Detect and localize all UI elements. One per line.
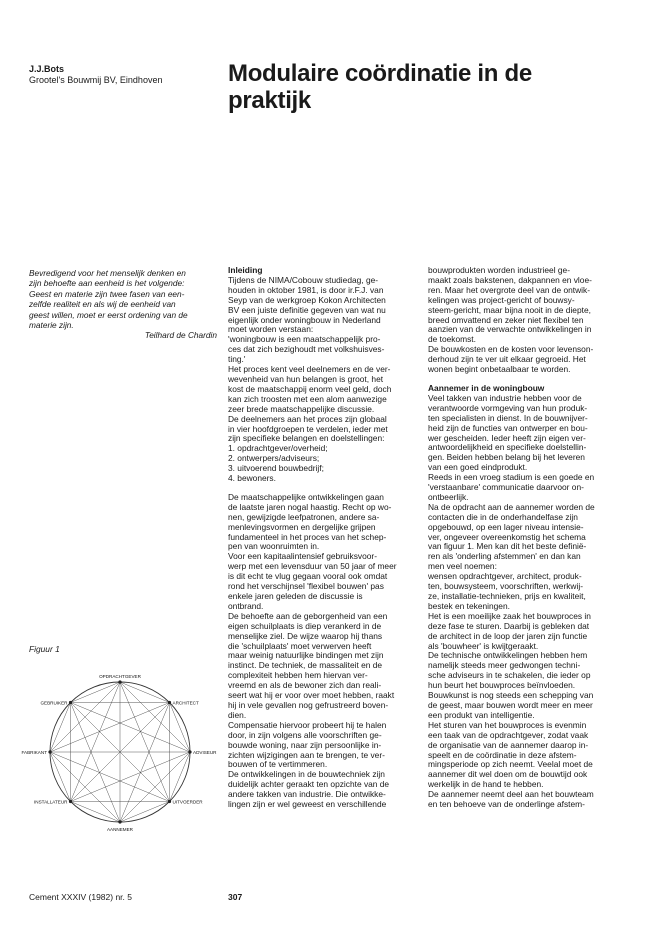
text-line: mingsperiode op zich neemt. Veelal moet de bbox=[428, 759, 593, 770]
text-line: 3. uitvoerend bouwbedrijf; bbox=[228, 463, 324, 474]
figure-node-label: GEBRUIKER bbox=[40, 700, 68, 706]
article-title-line-2: praktijk bbox=[228, 87, 311, 114]
text-line: hun beurt het bouwproces beïnvloeden. bbox=[428, 680, 576, 691]
text-line: derhoud zijn te ver uit elkaar gegroeid. Het bbox=[428, 354, 586, 365]
text-line: seert wat hij er voor over moet hebben, raakt bbox=[228, 690, 395, 701]
figure-node-label: INSTALLATEUR bbox=[33, 799, 68, 805]
text-line: hij in vele gevallen nog gefrustreerd boven- bbox=[228, 699, 389, 710]
figure-connection-line bbox=[71, 703, 121, 823]
text-line: een taak van de opdrachtgever, zodat vaak bbox=[428, 729, 589, 740]
author-name: J.J.Bots bbox=[29, 64, 65, 74]
text-line: ontbeerlijk. bbox=[428, 491, 469, 502]
figure-1-diagram bbox=[20, 660, 220, 840]
paragraph bbox=[428, 394, 628, 810]
text-line: is dit echt te vlug gegaan vooral ook omdat bbox=[228, 571, 388, 582]
text-line: bouwde woning, naar zijn persoonlijke in- bbox=[228, 739, 382, 750]
text-line: deze fase te sturen. Daarbij is gebleken dat bbox=[428, 620, 590, 631]
text-line: 'verstaanbare' communicatie daarvoor on- bbox=[428, 482, 584, 493]
text-line: een produkt van intelligentie. bbox=[428, 709, 535, 720]
text-line: lingen zijn er wel geweest en verschillende bbox=[228, 799, 387, 810]
text-line: ze, installatie-technieken, prijs en kwaliteit, bbox=[428, 591, 586, 601]
text-line: De technische ontwikkelingen hebben hem bbox=[428, 650, 588, 661]
figure-connection-line bbox=[71, 682, 121, 802]
figure-connection-line bbox=[120, 703, 170, 823]
text-line: ren als 'onderling afstemmen' en dan kan bbox=[428, 551, 581, 562]
text-line: men veel noemen: bbox=[428, 561, 497, 572]
article-title-line-1: Modulaire coördinatie in de bbox=[228, 60, 532, 87]
text-line: bouwen of te vertimmeren. bbox=[228, 759, 328, 770]
motto-line: Bevredigend voor het menselijk denken en bbox=[29, 268, 186, 278]
figure-node-dot bbox=[69, 701, 72, 704]
text-line: instinct. De techniek, de massaliteit en de bbox=[228, 660, 383, 671]
text-line: speelt en de coördinatie in deze afstem- bbox=[428, 749, 577, 760]
figure-connection-line bbox=[71, 752, 191, 802]
text-line: de geest, maar bouwen wordt meer en meer bbox=[428, 699, 593, 710]
text-line: complexiteit hebben hem hiervan ver- bbox=[228, 670, 368, 681]
text-line: Het sturen van het bouwproces is evenmin bbox=[428, 719, 587, 730]
text-line: Reeds in een vroeg stadium is een goede en bbox=[428, 472, 595, 483]
text-line: Seyp van de werkgroep Kokon Architecten bbox=[228, 294, 386, 305]
text-line: 1. opdrachtgever/overheid; bbox=[228, 443, 328, 454]
text-line: de toekomst. bbox=[428, 334, 476, 345]
text-line: kan zich troosten met een alom aanwezige bbox=[228, 393, 387, 404]
text-line: menlevingsvormen en dergelijke grijpen bbox=[228, 521, 376, 532]
text-line: De bouwkosten en de kosten voor levenson- bbox=[428, 344, 594, 355]
motto-line: materie zijn. bbox=[29, 320, 74, 331]
paragraph bbox=[228, 493, 416, 810]
figure-label: Figuur 1 bbox=[29, 644, 60, 654]
figure-node-dot bbox=[188, 750, 191, 753]
text-line: kost de maatschappij enorm veel geld, doch bbox=[228, 383, 392, 394]
text-line: verantwoorde vormgeving van hun produk- bbox=[428, 402, 588, 413]
text-line: rond het verschijnsel 'flexibel bouwen' pas bbox=[228, 581, 384, 592]
text-line: van figuur 1. Men kan dit het beste definië- bbox=[428, 541, 587, 552]
text-line: ces dat zich bezighoudt met volkshuisves- bbox=[228, 344, 385, 355]
figure-connection-line bbox=[50, 703, 170, 753]
text-line: wer gescheiden. Ieder heeft zijn eigen ver- bbox=[428, 432, 586, 443]
text-line: ontbrand. bbox=[228, 600, 264, 611]
text-line: door, in zijn volgens alle voorschriften ge- bbox=[228, 729, 382, 740]
text-line: Bouwkunst is nog steeds een schepping van bbox=[428, 690, 594, 701]
text-line: zijn specifieke belangen en doelstellingen: bbox=[228, 433, 385, 444]
figure-node-dot bbox=[118, 820, 121, 823]
text-line: ting.' bbox=[228, 354, 246, 365]
figure-node-dot bbox=[69, 800, 72, 803]
text-line: en ten behoeve van de onderlinge afstem- bbox=[428, 799, 585, 810]
article-title bbox=[228, 60, 628, 114]
text-line: De behoefte aan de geborgenheid van een bbox=[228, 610, 388, 621]
text-line: pen van woonruimten in. bbox=[228, 541, 320, 552]
figure-node-label: ADVISEUR bbox=[193, 750, 217, 755]
text-line: steem-gericht, maar bijna nooit in de diepte, bbox=[428, 304, 591, 315]
text-line: De maatschappelijke ontwikkelingen gaan bbox=[228, 491, 384, 502]
figure-node-dot bbox=[168, 800, 171, 803]
text-line: De ontwikkelingen in de bouwtechniek zijn bbox=[228, 769, 385, 780]
text-line: De aannemer neemt deel aan het bouwteam bbox=[428, 789, 594, 800]
text-line: contacten die in de onderhandelfase zijn bbox=[428, 511, 578, 522]
text-line: die 'schuilplaats' moet verwerven heeft bbox=[228, 640, 372, 651]
text-line: Veel takken van industrie hebben voor de bbox=[428, 392, 582, 403]
text-line: kelingen was project-gericht of bouwsy- bbox=[428, 294, 575, 305]
paragraph bbox=[228, 276, 416, 484]
text-line: sche adviseurs in te schakelen, die ieder op bbox=[428, 670, 591, 681]
motto-line: Geest en materie zijn twee fasen van een- bbox=[29, 288, 185, 299]
footer-page-number: 307 bbox=[228, 892, 243, 902]
text-column-1 bbox=[228, 266, 416, 810]
text-line: gen. Beiden hebben belang bij het leveren bbox=[428, 452, 585, 463]
text-line: wonen begint onbetaalbaar te worden. bbox=[428, 364, 571, 375]
text-line: De deelnemers aan het proces zijn globaal bbox=[228, 413, 387, 424]
motto-line: zijn behoefte aan eenheid is het volgende: bbox=[29, 278, 185, 289]
text-line: namelijk steeds meer gedwongen techni- bbox=[428, 660, 581, 671]
motto-line: geest willen, moet er eerst ordening van de bbox=[29, 309, 188, 320]
motto-line: zelfde realiteit en als wij de eenheid van bbox=[29, 299, 176, 310]
text-line: bestek en tekeningen. bbox=[428, 600, 510, 611]
figure-node-label: OPDRACHTGEVER bbox=[99, 674, 141, 679]
text-line: eigenlijk onder woningbouw in Nederland bbox=[228, 314, 381, 325]
text-line: wensen opdrachtgever, architect, produk- bbox=[428, 571, 582, 582]
text-line: 4. bewoners. bbox=[228, 473, 276, 484]
text-line: ren. Maar het overgrote deel van de ontwik- bbox=[428, 284, 591, 295]
text-line: aannemer dit wel doen om de bouwtijd ook bbox=[428, 769, 588, 780]
text-line: opgebouwd, op een lager niveau intensie- bbox=[428, 521, 584, 532]
figure-node-dot bbox=[118, 680, 121, 683]
text-line: zichten wijzigingen aan te brengen, te ver- bbox=[228, 749, 385, 760]
figure-node-dot bbox=[168, 701, 171, 704]
text-line: als 'bouwheer' is kwijtgeraakt. bbox=[428, 640, 539, 651]
section-heading: Aannemer in de woningbouw bbox=[428, 382, 545, 393]
text-column-2 bbox=[428, 266, 628, 810]
text-line: Voor een kapitaalintensief gebruiksvoor- bbox=[228, 551, 377, 562]
author-affiliation: Grootel's Bouwmij BV, Eindhoven bbox=[29, 75, 163, 85]
text-line: duidelijk achter geraakt ten opzichte van de bbox=[228, 779, 390, 790]
text-line: enkele jaren geleden de discussie is bbox=[228, 591, 363, 601]
text-line: Na de opdracht aan de aannemer worden de bbox=[428, 501, 595, 512]
text-line: heid zijn de functies van ontwerper en bou- bbox=[428, 422, 588, 433]
figure-connection-line bbox=[120, 682, 170, 802]
text-line: maar weinig natuurlijke bindingen met zijn bbox=[228, 650, 384, 661]
text-line: houden in oktober 1981, is door ir.F.J. van bbox=[228, 284, 384, 295]
figure-node-dot bbox=[48, 750, 51, 753]
text-line: werkelijk in de hand te hebben. bbox=[428, 779, 544, 790]
text-line: 'woningbouw is een maatschappelijk pro- bbox=[228, 334, 381, 345]
motto-signature: Teilhard de Chardin bbox=[144, 330, 217, 341]
text-line: wevenheid van hun belangen is groot, het bbox=[228, 373, 384, 384]
text-line: maakt zoals bakstenen, dakpannen en vloe- bbox=[428, 274, 592, 285]
text-line: menselijke ziel. De wijze waarop hij thans bbox=[228, 630, 383, 641]
text-line: de laatste jaren nogal haastig. Recht op wo- bbox=[228, 501, 392, 512]
author-block bbox=[29, 64, 162, 86]
text-line: eigen schuilplaats is diep verankerd in de bbox=[228, 620, 382, 631]
text-line: Tijdens de NIMA/Cobouw studiedag, ge- bbox=[228, 274, 379, 285]
text-line: Het is een moeilijke zaak het bouwproces in bbox=[428, 610, 591, 621]
text-line: Het proces kent veel deelnemers en de ver- bbox=[228, 364, 391, 375]
figure-connection-line bbox=[71, 703, 191, 753]
text-line: dien. bbox=[228, 709, 247, 720]
text-line: moet worden verstaan: bbox=[228, 324, 314, 335]
text-line: de architect in de loop der jaren zijn functie bbox=[428, 630, 588, 641]
figure-node-label: AANNEMER bbox=[106, 827, 134, 832]
text-line: van een goed eindprodukt. bbox=[428, 462, 528, 473]
figure-node-label: FABRIKANT bbox=[21, 750, 47, 755]
text-line: zeer brede maatschappelijke discussie. bbox=[228, 403, 375, 414]
figure-node-label: ARCHITECT bbox=[172, 700, 199, 706]
section-heading: Inleiding bbox=[228, 265, 263, 275]
text-line: fundamenteel in het proces van het schep- bbox=[228, 531, 387, 542]
text-line: andere takken van industrie. Die ontwikke- bbox=[228, 789, 386, 800]
text-line: Compensatie hiervoor probeert hij te halen bbox=[228, 719, 387, 730]
text-line: nen, gewijzigde leefpatronen, andere sa- bbox=[228, 511, 380, 522]
text-line: BV een juiste definitie gegeven van wat nu bbox=[228, 304, 386, 315]
text-line: breed omvattend en zeker niet flexibel ten bbox=[428, 314, 584, 325]
text-line: de organisatie van de aannemer daarop in- bbox=[428, 739, 589, 750]
text-line: bouwprodukten worden industrieel ge- bbox=[428, 265, 570, 275]
motto-quote bbox=[29, 268, 217, 341]
text-line: antwoordelijkheid en specifieke doelstellin- bbox=[428, 442, 587, 453]
text-line: vreemd en als de bewoner zich dan reali- bbox=[228, 680, 382, 691]
text-line: aanzien van de verwachte ontwikkelingen in bbox=[428, 324, 592, 335]
text-line: in vier hoofdgroepen te verdelen, ieder met bbox=[228, 423, 388, 434]
footer-journal: Cement XXXIV (1982) nr. 5 bbox=[29, 892, 132, 902]
text-line: werp met een levensduur van 50 jaar of meer bbox=[228, 561, 397, 572]
text-line: ver, ongeveer overeenkomstig het schema bbox=[428, 531, 586, 542]
figure-1-network-svg bbox=[20, 660, 220, 840]
text-line: ten, bouwsysteem, voorschriften, werkwij- bbox=[428, 581, 583, 592]
text-line: 2. ontwerpers/adviseurs; bbox=[228, 453, 320, 464]
text-line: ten specialisten in dienst. In de bouwnijver- bbox=[428, 412, 588, 423]
paragraph bbox=[428, 266, 628, 375]
figure-connection-line bbox=[50, 752, 170, 802]
figure-node-label: UITVOERDER bbox=[172, 799, 203, 805]
